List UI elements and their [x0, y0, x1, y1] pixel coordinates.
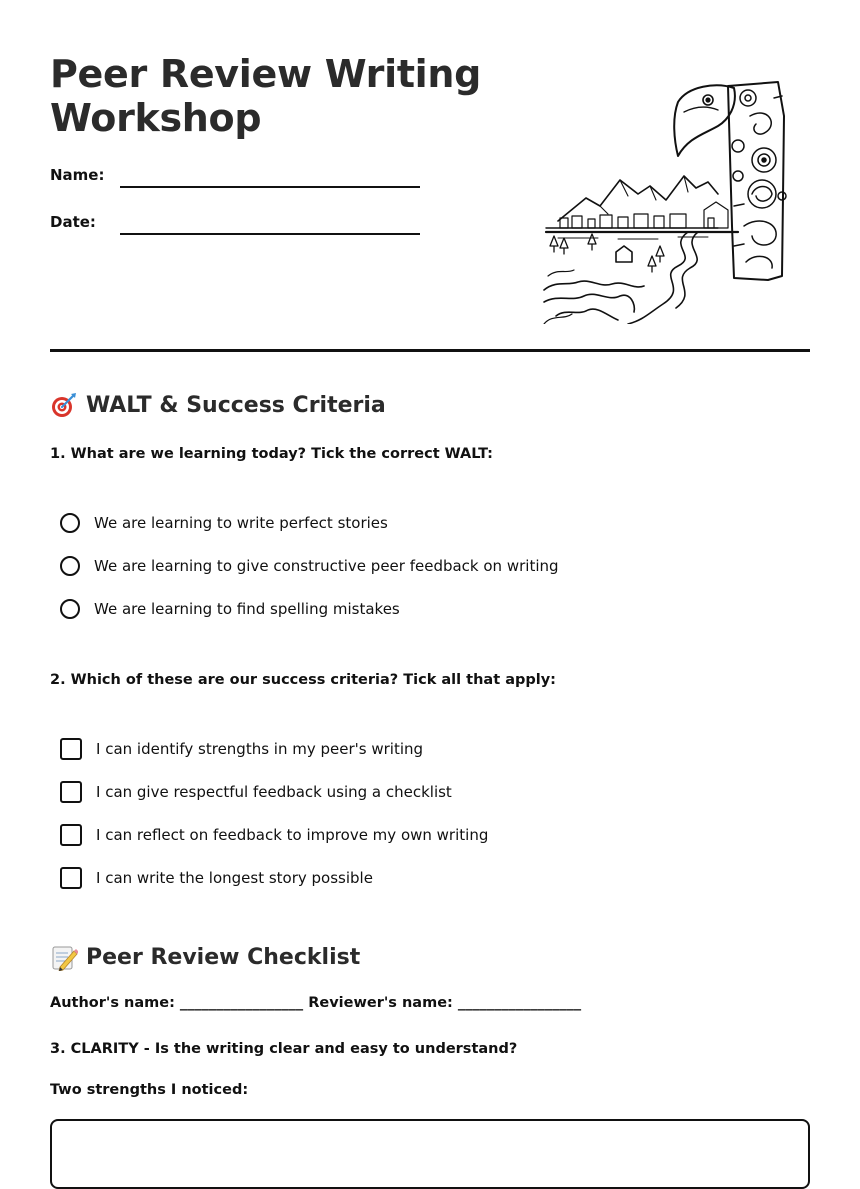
criteria-option-3[interactable]	[60, 822, 488, 848]
question-3: 3. CLARITY - Is the writing clear and easy to understand?	[50, 1041, 518, 1057]
criteria-option-1[interactable]	[60, 736, 423, 762]
section-checklist-heading	[50, 943, 360, 971]
radio-button[interactable]	[60, 556, 80, 576]
title-line-2: Workshop	[50, 96, 262, 140]
walt-option-1[interactable]	[60, 510, 388, 536]
checkbox[interactable]	[60, 867, 82, 889]
walt-option-2[interactable]	[60, 553, 559, 579]
target-dart-icon	[50, 391, 78, 419]
criteria-option-label: I can reflect on feedback to improve my own writing	[96, 826, 489, 844]
name-field[interactable]	[120, 186, 420, 188]
checkbox[interactable]	[60, 738, 82, 760]
section-walt-title: WALT & Success Criteria	[86, 392, 386, 418]
walt-option-label: We are learning to find spelling mistakes	[94, 600, 400, 618]
title-line-1: Peer Review Writing	[50, 52, 482, 96]
criteria-option-label: I can give respectful feedback using a checklist	[96, 783, 452, 801]
page-title	[50, 52, 520, 140]
author-reviewer-names[interactable]: Author's name: _________________ Reviewer's name: _________________	[50, 995, 582, 1011]
checkbox[interactable]	[60, 824, 82, 846]
section-checklist-title: Peer Review Checklist	[86, 944, 361, 970]
strengths-answer-box[interactable]	[50, 1119, 810, 1189]
totem-landscape-illustration	[538, 76, 800, 324]
criteria-option-label: I can identify strengths in my peer's writing	[96, 740, 424, 758]
criteria-option-label: I can write the longest story possible	[96, 869, 373, 887]
section-walt-heading	[50, 391, 386, 419]
question-1: 1. What are we learning today? Tick the correct WALT:	[50, 446, 493, 462]
radio-button[interactable]	[60, 513, 80, 533]
criteria-option-4[interactable]	[60, 865, 373, 891]
walt-option-3[interactable]	[60, 596, 400, 622]
radio-button[interactable]	[60, 599, 80, 619]
strengths-label: Two strengths I noticed:	[50, 1082, 249, 1098]
walt-option-label: We are learning to write perfect stories	[94, 514, 388, 532]
header-divider	[50, 349, 810, 352]
name-label: Name:	[50, 166, 105, 184]
criteria-option-2[interactable]	[60, 779, 452, 805]
date-label: Date:	[50, 213, 96, 231]
walt-option-label: We are learning to give constructive peer feedback on writing	[94, 557, 559, 575]
question-2: 2. Which of these are our success criteria? Tick all that apply:	[50, 672, 556, 688]
checkbox[interactable]	[60, 781, 82, 803]
memo-pencil-icon	[50, 943, 78, 971]
date-field[interactable]	[120, 233, 420, 235]
